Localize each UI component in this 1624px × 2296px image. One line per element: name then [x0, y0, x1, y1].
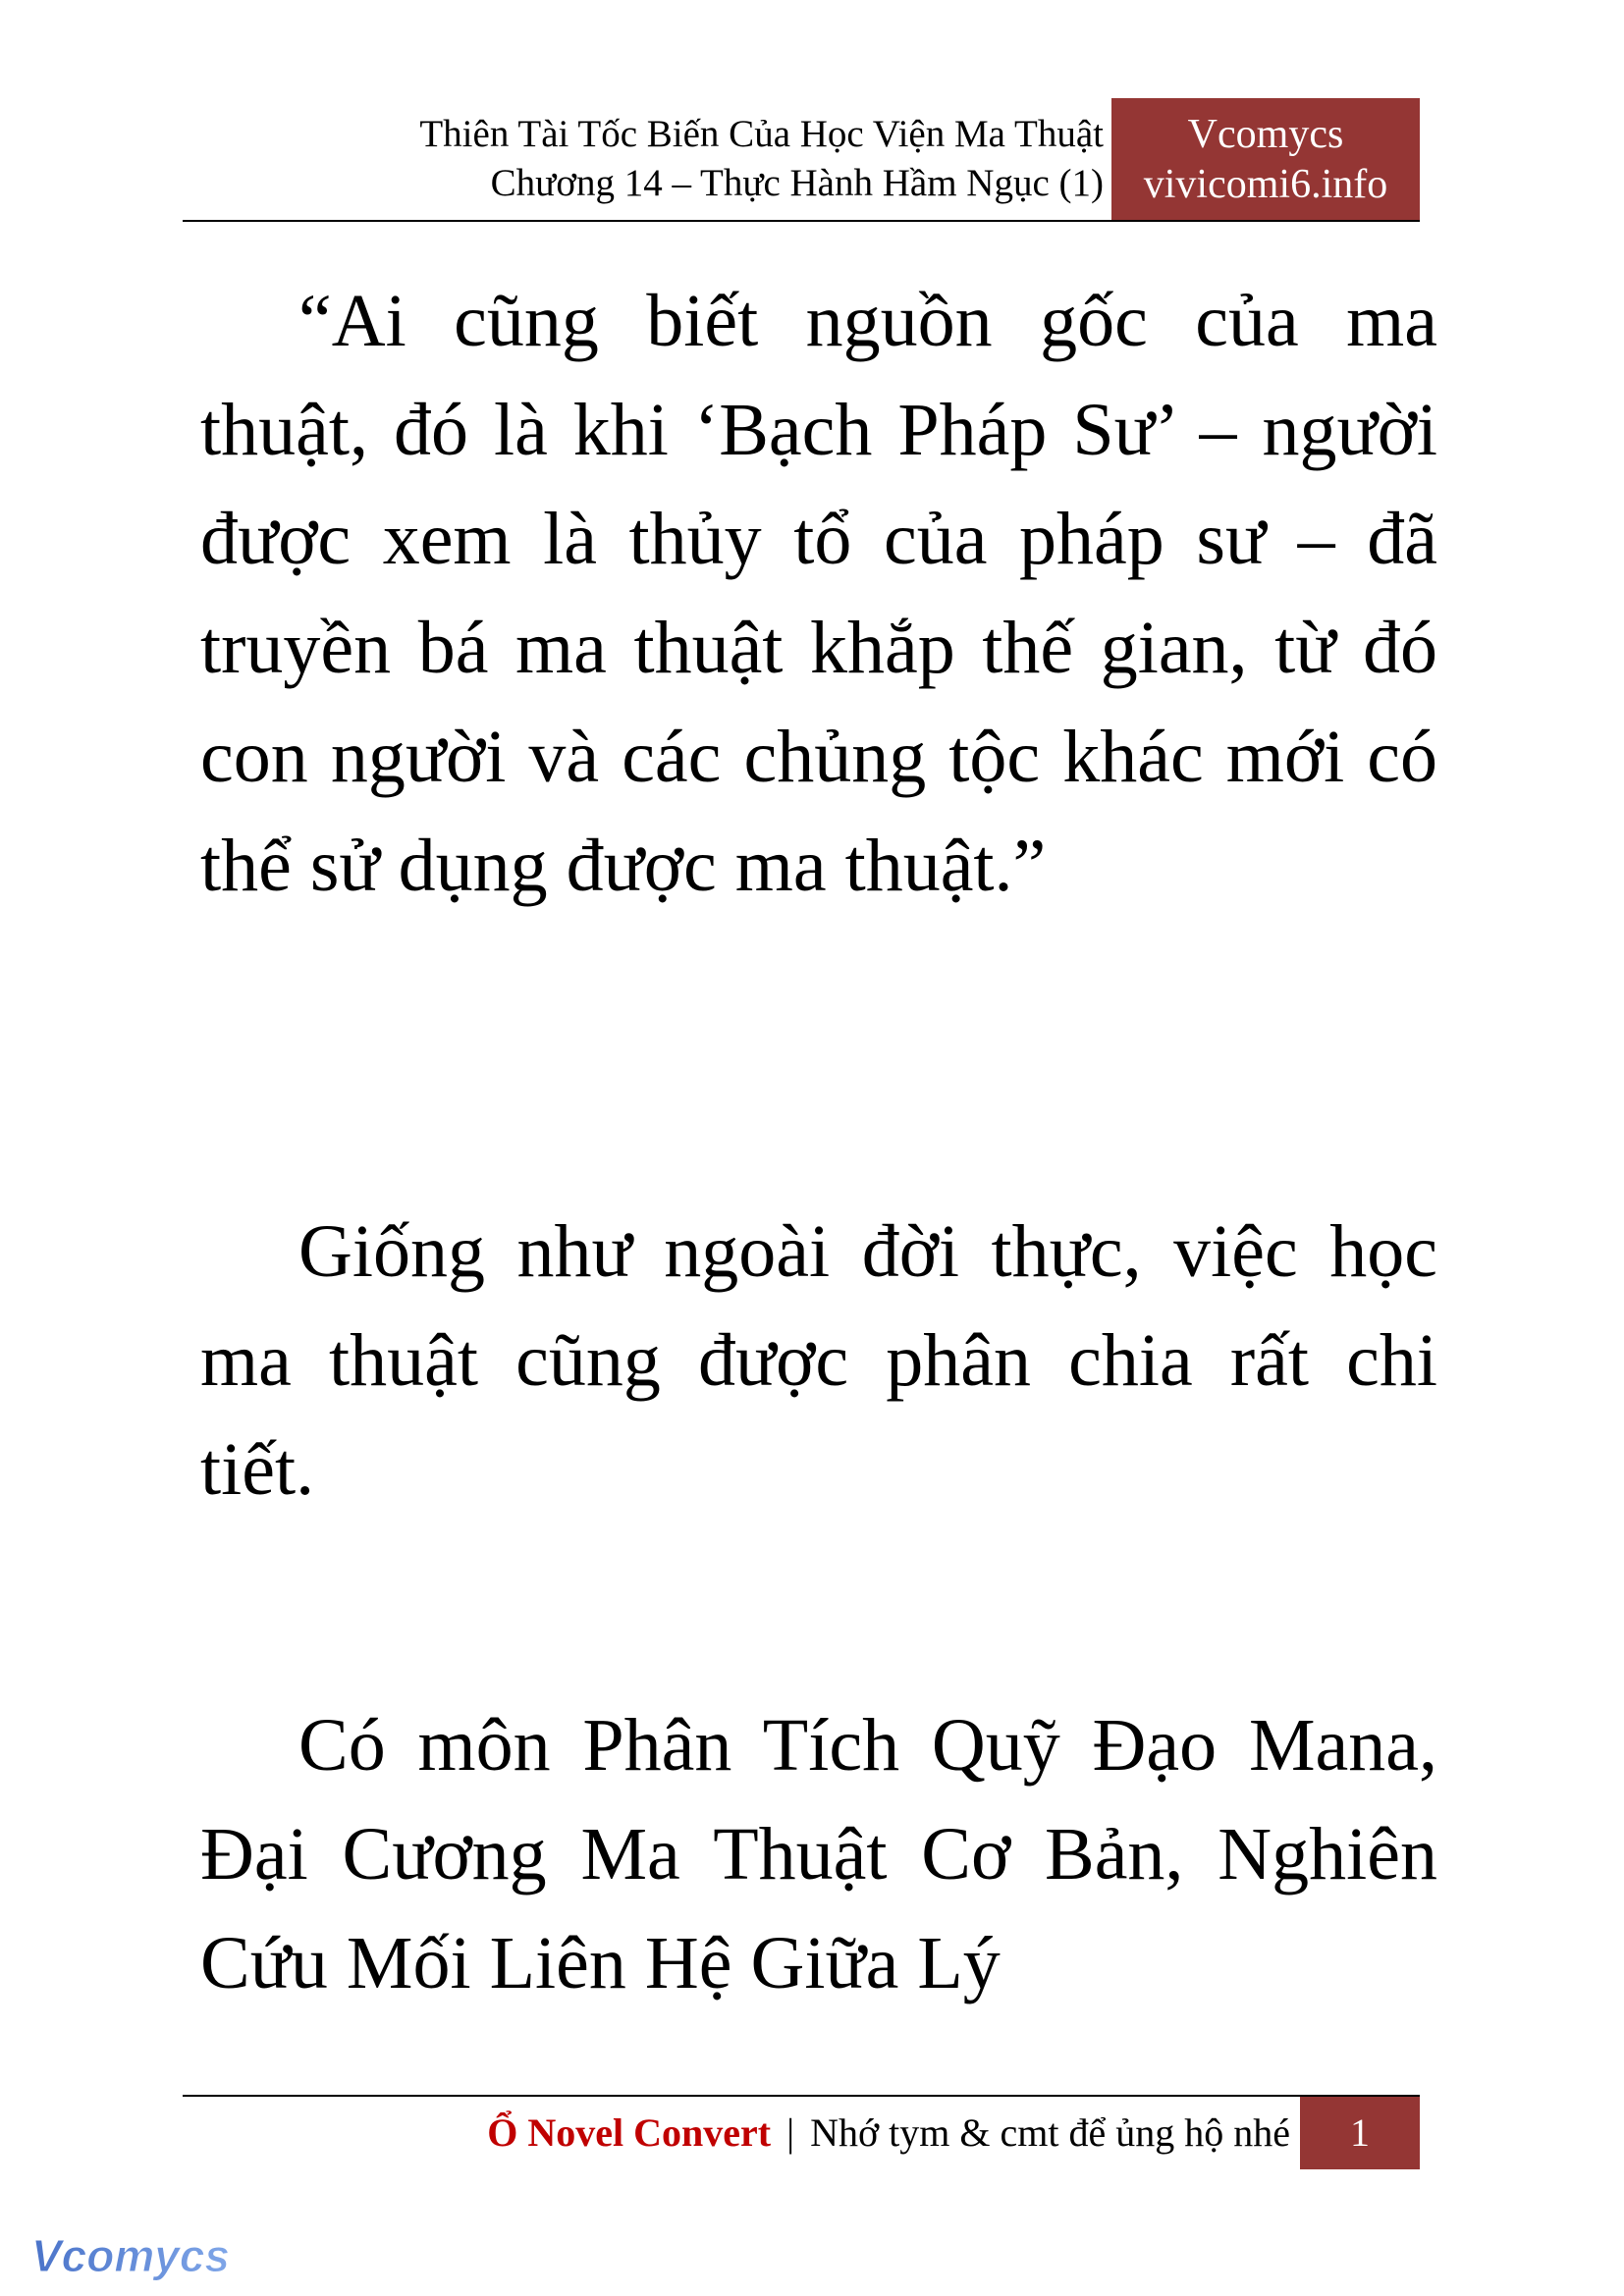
page-footer — [183, 2097, 1420, 2169]
paragraph-2: Giống như ngoài đời thực, việc học ma thuật cũng được phân chia rất chi tiết. — [200, 1210, 1437, 1511]
paragraph-1: “Ai cũng biết nguồn gốc của ma thuật, đó là khi ‘Bạch Pháp Sư’ – người được xem là thủy tổ của pháp sư – đã truyền bá ma thuật khắp thế gian, từ đó con người và các chủng tộc khác mới có thể sử dụng được ma thuật.” — [200, 280, 1437, 907]
footer-brand: Ổ Novel Convert — [487, 2110, 772, 2155]
paragraph-3: Có môn Phân Tích Quỹ Đạo Mana, Đại Cương Ma Thuật Cơ Bản, Nghiên Cứu Mối Liên Hệ Giữa Lý — [200, 1704, 1437, 2004]
page-number: 1 — [1300, 2097, 1420, 2169]
watermark-logo — [27, 2228, 253, 2287]
badge-site-name: Vcomycs — [1187, 112, 1344, 157]
chapter-title: Chương 14 – Thực Hành Hầm Ngục (1) — [490, 162, 1104, 204]
watermark-text: Vcomycs — [31, 2230, 231, 2281]
footer-separator: | — [786, 2110, 795, 2155]
footer-note: Nhớ tym & cmt để ủng hộ nhé — [810, 2110, 1290, 2155]
header-badge — [1111, 98, 1420, 221]
book-title: Thiên Tài Tốc Biến Của Học Viện Ma Thuật — [419, 113, 1104, 155]
badge-site-url: vivicomi6.info — [1143, 162, 1388, 207]
page-header — [183, 98, 1420, 221]
header-divider — [183, 220, 1420, 222]
header-titles — [183, 98, 1104, 221]
footer-text — [183, 2097, 1290, 2169]
